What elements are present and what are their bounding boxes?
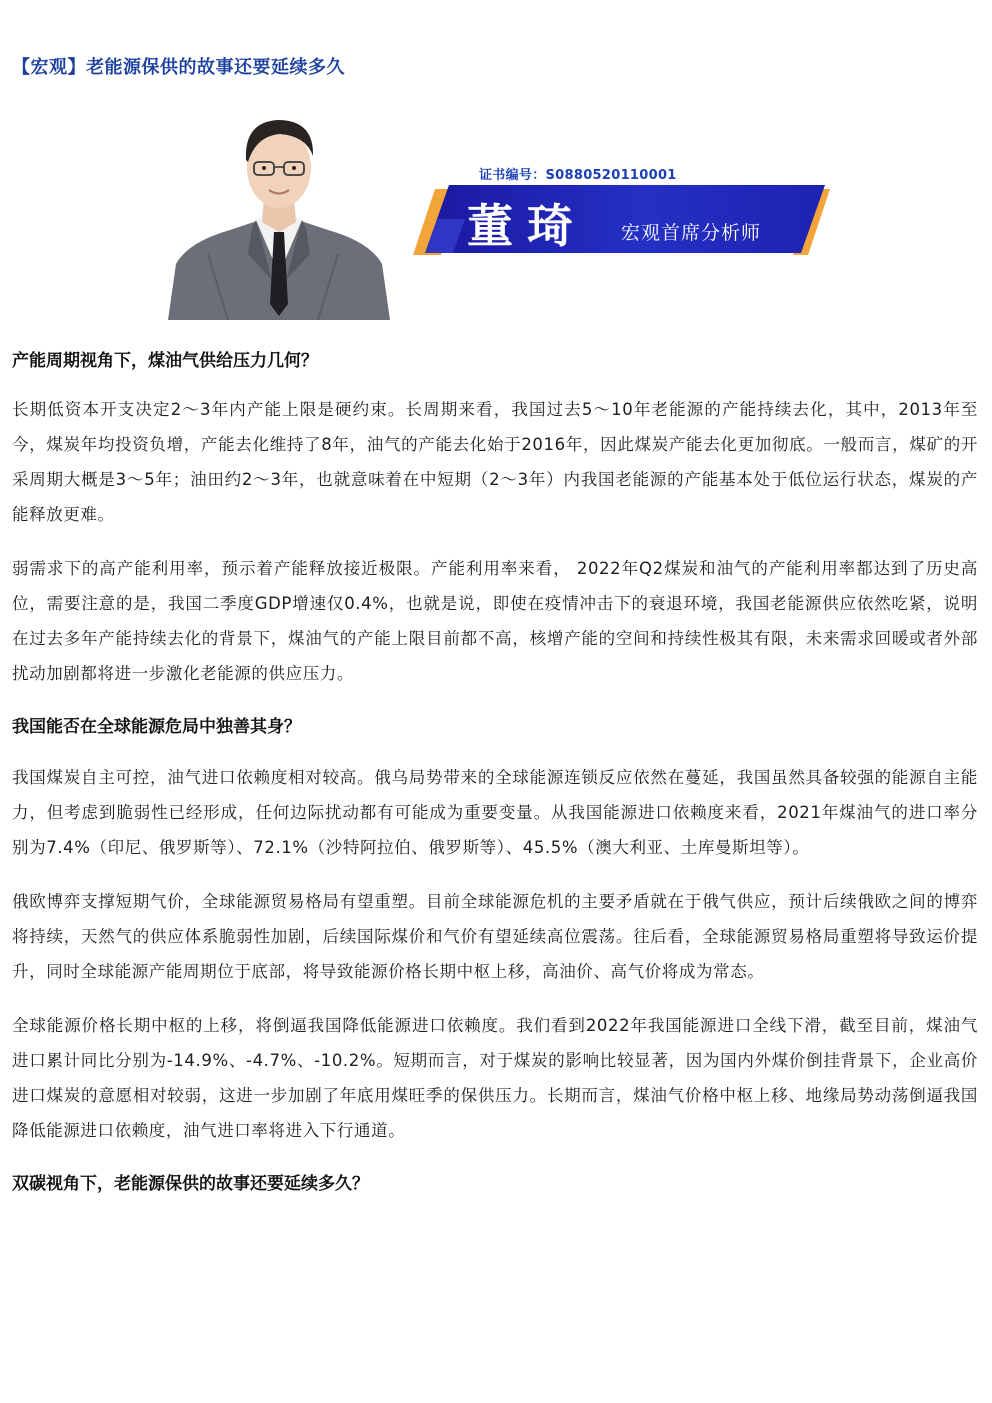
author-banner (405, 160, 835, 260)
paragraph: 长期低资本开支决定2～3年内产能上限是硬约束。长周期来看，我国过去5～10年老能源的产能持续去化，其中，2013年至今，煤炭年均投资负增，产能去化维持了8年，油气的产能去化始于2016年，因此煤炭产能去化更加彻底。一般而言，煤矿的开采周期大概是3～5年；油田约2～3年，也就意味着在中短期（2～3年）内我国老能源的产能基本处于低位运行状态，煤炭的产能释放更难。 (12, 400, 978, 524)
paragraph: 全球能源价格长期中枢的上移，将倒逼我国降低能源进口依赖度。我们看到2022年我国能源进口全线下滑，截至目前，煤油气进口累计同比分别为-14.9%、-4.7%、-10.2%。短期而言，对于煤炭的影响比较显著，因为国内外煤价倒挂背景下，企业高价进口煤炭的意愿相对较弱，这进一步加剧了年底用煤旺季的保供压力。长期而言，煤油气价格中枢上移、地缘局势动荡倒逼我国降低能源进口依赖度，油气进口率将进入下行通道。 (12, 1016, 978, 1140)
article-body (12, 344, 978, 1201)
section-heading: 产能周期视角下，煤油气供给压力几何？ (12, 351, 318, 371)
author-name: 董琦 (467, 199, 587, 253)
author-role: 宏观首席分析师 (621, 222, 762, 244)
article-title: 【宏观】老能源保供的故事还要延续多久 (12, 57, 345, 78)
paragraph: 俄欧博弈支撑短期气价，全球能源贸易格局有望重塑。目前全球能源危机的主要矛盾就在于俄气供应，预计后续俄欧之间的博弈将持续，天然气的供应体系脆弱性加剧，后续国际煤价和气价有望延续高位震荡。往后看，全球能源贸易格局重塑将导致运价提升，同时全球能源产能周期位于底部，将导致能源价格长期中枢上移，高油价、高气价将成为常态。 (12, 892, 978, 981)
section-heading: 我国能否在全球能源危局中独善其身？ (12, 717, 301, 737)
paragraph: 弱需求下的高产能利用率，预示着产能释放接近极限。产能利用率来看， 2022年Q2煤炭和油气的产能利用率都达到了历史高位，需要注意的是，我国二季度GDP增速仅0.4%，也就是说，即使在疫情冲击下的衰退环境，我国老能源供应依然吃紧，说明在过去多年产能持续去化的背景下，煤油气的产能上限目前都不高，核增产能的空间和持续性极其有限，未来需求回暖或者外部扰动加剧都将进一步激化老能源的供应压力。 (12, 559, 978, 683)
section-heading: 双碳视角下，老能源保供的故事还要延续多久？ (12, 1174, 369, 1194)
paragraph: 我国煤炭自主可控，油气进口依赖度相对较高。俄乌局势带来的全球能源连锁反应依然在蔓延，我国虽然具备较强的能源自主能力，但考虑到脆弱性已经形成，任何边际扰动都有可能成为重要变量。从我国能源进口依赖度来看，2021年煤油气的进口率分别为7.4%（印尼、俄罗斯等）、72.1%（沙特阿拉伯、俄罗斯等）、45.5%（澳大利亚、土库曼斯坦等）。 (12, 768, 978, 857)
author-photo (168, 104, 390, 320)
certificate-number: 证书编号：S0880520110001 (479, 168, 677, 183)
